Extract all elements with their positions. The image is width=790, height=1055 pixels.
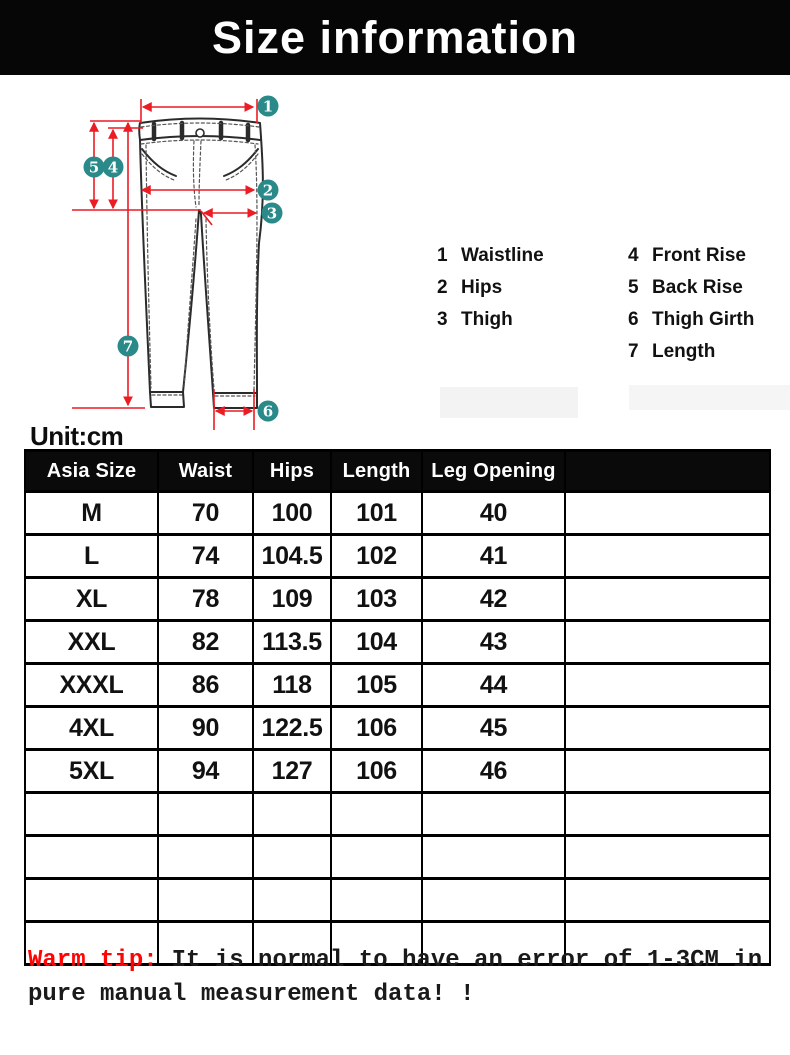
marker-1: 1 [262, 97, 274, 116]
value-cell: 82 [158, 621, 253, 664]
column-header [565, 451, 770, 492]
size-table [24, 449, 771, 966]
jeans-outline [139, 119, 263, 409]
faded-watermark-box [629, 385, 790, 410]
value-cell [565, 664, 770, 707]
page-title: Size information [211, 11, 579, 63]
size-cell [25, 836, 158, 879]
value-cell: 74 [158, 535, 253, 578]
value-cell [565, 578, 770, 621]
legend-item-label: Front Rise [652, 245, 746, 266]
table-row [25, 707, 770, 750]
legend-item-label: Thigh [461, 309, 513, 330]
size-cell [25, 879, 158, 922]
legend-item-label: Back Rise [652, 277, 743, 298]
table-header-row [25, 451, 770, 492]
legend-column [628, 240, 754, 368]
value-cell: 101 [331, 492, 422, 535]
value-cell [565, 750, 770, 793]
value-cell [253, 879, 331, 922]
value-cell [565, 879, 770, 922]
legend-item-label: Thigh Girth [652, 309, 755, 330]
value-cell: 90 [158, 707, 253, 750]
value-cell: 103 [331, 578, 422, 621]
legend-item-number: 2 [437, 277, 448, 298]
value-cell [331, 879, 422, 922]
value-cell: 127 [253, 750, 331, 793]
value-cell [158, 879, 253, 922]
value-cell [253, 793, 331, 836]
legend-item-label: Waistline [461, 245, 544, 266]
value-cell: 86 [158, 664, 253, 707]
size-cell: 5XL [25, 750, 158, 793]
value-cell [331, 836, 422, 879]
warm-tip-prefix: Warm tip: [28, 947, 158, 974]
table-row [25, 750, 770, 793]
legend-item [437, 240, 544, 272]
value-cell: 105 [331, 664, 422, 707]
column-header: Asia Size [25, 451, 158, 492]
title-bar [0, 0, 790, 75]
value-cell [158, 836, 253, 879]
marker-4: 4 [107, 158, 119, 177]
value-cell: 41 [422, 535, 565, 578]
column-header: Length [331, 451, 422, 492]
marker-7: 7 [122, 337, 134, 356]
size-cell: XL [25, 578, 158, 621]
marker-3: 3 [266, 204, 278, 223]
pants-diagram [55, 83, 295, 433]
legend-item [628, 336, 754, 368]
legend-item [437, 304, 544, 336]
value-cell [422, 836, 565, 879]
value-cell [331, 793, 422, 836]
warm-tip [28, 944, 778, 1012]
legend-item-label: Length [652, 341, 716, 362]
value-cell: 45 [422, 707, 565, 750]
value-cell: 118 [253, 664, 331, 707]
size-cell: M [25, 492, 158, 535]
legend-item-number: 4 [628, 245, 639, 266]
value-cell: 106 [331, 707, 422, 750]
legend-item-number: 3 [437, 309, 448, 330]
value-cell: 42 [422, 578, 565, 621]
value-cell [565, 707, 770, 750]
marker-5: 5 [88, 158, 100, 177]
value-cell: 70 [158, 492, 253, 535]
column-header: Waist [158, 451, 253, 492]
value-cell [565, 793, 770, 836]
table-row [25, 535, 770, 578]
faded-watermark-box [440, 387, 578, 418]
legend-item-number: 5 [628, 277, 639, 298]
table-row [25, 664, 770, 707]
table-row [25, 836, 770, 879]
value-cell [565, 836, 770, 879]
legend-item-number: 1 [437, 245, 448, 266]
legend-item [437, 272, 544, 304]
size-cell: XXL [25, 621, 158, 664]
value-cell [565, 535, 770, 578]
size-cell [25, 793, 158, 836]
value-cell: 46 [422, 750, 565, 793]
value-cell: 78 [158, 578, 253, 621]
legend-item [628, 240, 754, 272]
warm-tip-line2: pure manual measurement data! ! [28, 981, 475, 1008]
column-header: Leg Opening [422, 451, 565, 492]
size-cell: XXXL [25, 664, 158, 707]
value-cell: 104.5 [253, 535, 331, 578]
table-row [25, 879, 770, 922]
value-cell [422, 793, 565, 836]
value-cell: 122.5 [253, 707, 331, 750]
legend-column [437, 240, 544, 336]
value-cell: 43 [422, 621, 565, 664]
value-cell: 113.5 [253, 621, 331, 664]
warm-tip-text1: It is normal to have an error of 1-3CM in [171, 947, 763, 974]
value-cell [565, 492, 770, 535]
value-cell: 106 [331, 750, 422, 793]
column-header: Hips [253, 451, 331, 492]
legend-item-number: 6 [628, 309, 639, 330]
value-cell: 109 [253, 578, 331, 621]
legend-item [628, 272, 754, 304]
value-cell: 104 [331, 621, 422, 664]
table-row [25, 621, 770, 664]
unit-label: Unit:cm [30, 421, 124, 451]
value-cell: 40 [422, 492, 565, 535]
value-cell: 94 [158, 750, 253, 793]
value-cell [422, 879, 565, 922]
value-cell: 100 [253, 492, 331, 535]
value-cell [253, 836, 331, 879]
table-row [25, 492, 770, 535]
value-cell: 102 [331, 535, 422, 578]
size-cell: L [25, 535, 158, 578]
value-cell [158, 793, 253, 836]
legend-item [628, 304, 754, 336]
warm-tip-line1 [28, 944, 778, 978]
value-cell: 44 [422, 664, 565, 707]
legend-item-number: 7 [628, 341, 639, 362]
marker-2: 2 [262, 181, 274, 200]
size-cell: 4XL [25, 707, 158, 750]
value-cell [565, 621, 770, 664]
legend-item-label: Hips [461, 277, 503, 298]
table-row [25, 578, 770, 621]
table-row [25, 793, 770, 836]
marker-6: 6 [262, 402, 274, 421]
